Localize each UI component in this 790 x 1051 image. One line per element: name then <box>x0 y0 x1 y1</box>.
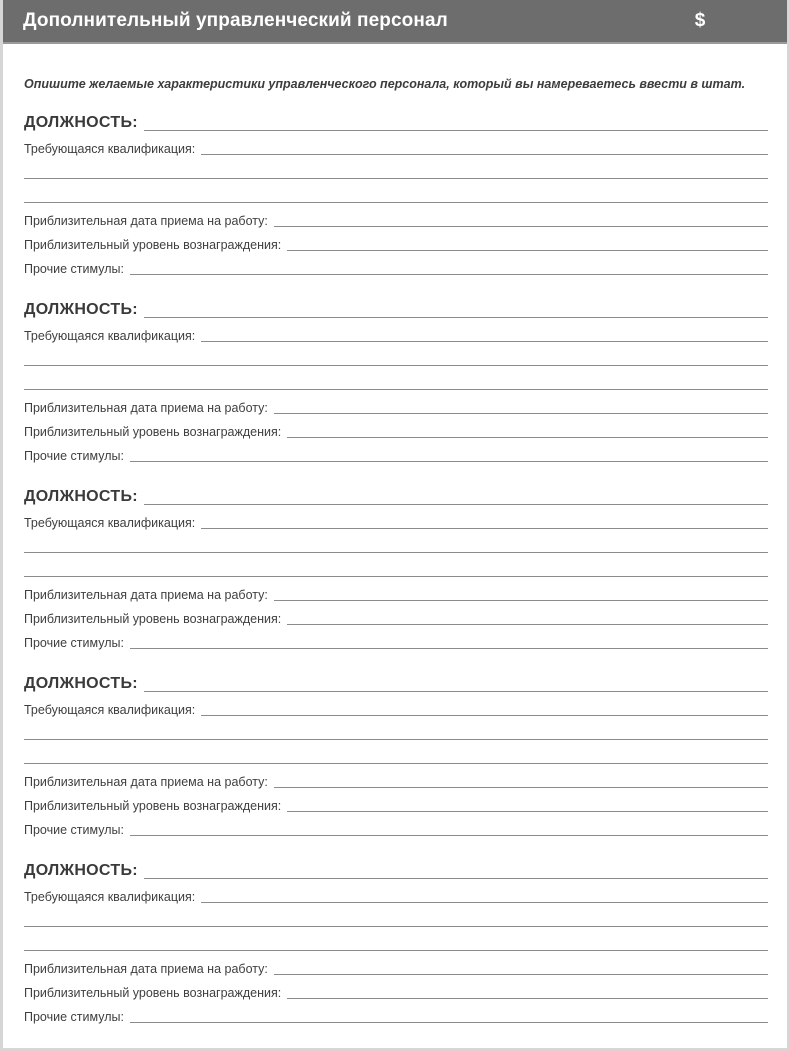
qualification-extra-line <box>24 181 768 205</box>
qualification-field[interactable] <box>201 527 768 529</box>
qualification-label: Требующаяся квалификация: <box>24 329 196 343</box>
position-block <box>24 674 768 861</box>
qualification-field-line-2[interactable] <box>24 738 768 740</box>
qualification-row <box>24 320 768 344</box>
hire-date-label: Приблизительная дата приема на работу: <box>24 775 268 789</box>
hire-date-row <box>24 392 768 416</box>
reward-level-field[interactable] <box>287 810 768 812</box>
qualification-extra-line <box>24 742 768 766</box>
other-incentives-field[interactable] <box>130 1021 768 1023</box>
other-incentives-field[interactable] <box>130 647 768 649</box>
position-row <box>24 674 768 694</box>
qualification-extra-line <box>24 368 768 392</box>
hire-date-field[interactable] <box>274 225 768 227</box>
position-row <box>24 300 768 320</box>
qualification-label: Требующаяся квалификация: <box>24 516 196 530</box>
other-incentives-row <box>24 253 768 277</box>
hire-date-label: Приблизительная дата приема на работу: <box>24 962 268 976</box>
qualification-field[interactable] <box>201 901 768 903</box>
position-field[interactable] <box>144 503 768 505</box>
qualification-field-line-2[interactable] <box>24 925 768 927</box>
qualification-field-line-3[interactable] <box>24 201 768 203</box>
other-incentives-label: Прочие стимулы: <box>24 262 124 276</box>
position-block <box>24 487 768 674</box>
reward-level-row <box>24 416 768 440</box>
position-row <box>24 861 768 881</box>
qualification-label: Требующаяся квалификация: <box>24 703 196 717</box>
other-incentives-field[interactable] <box>130 834 768 836</box>
qualification-field-line-3[interactable] <box>24 575 768 577</box>
qualification-field-line-2[interactable] <box>24 364 768 366</box>
page-title: Дополнительный управленческий персонал <box>23 10 448 31</box>
qualification-extra-line <box>24 905 768 929</box>
qualification-row <box>24 694 768 718</box>
reward-level-field[interactable] <box>287 249 768 251</box>
qualification-row <box>24 133 768 157</box>
other-incentives-label: Прочие стимулы: <box>24 449 124 463</box>
reward-level-field[interactable] <box>287 436 768 438</box>
other-incentives-field[interactable] <box>130 273 768 275</box>
other-incentives-label: Прочие стимулы: <box>24 1010 124 1024</box>
reward-level-label: Приблизительный уровень вознаграждения: <box>24 238 282 252</box>
reward-level-field[interactable] <box>287 623 768 625</box>
qualification-field-line-2[interactable] <box>24 177 768 179</box>
position-blocks <box>24 113 768 1048</box>
other-incentives-row <box>24 440 768 464</box>
hire-date-field[interactable] <box>274 973 768 975</box>
reward-level-label: Приблизительный уровень вознаграждения: <box>24 799 282 813</box>
qualification-extra-line <box>24 344 768 368</box>
qualification-field-line-3[interactable] <box>24 762 768 764</box>
qualification-label: Требующаяся квалификация: <box>24 890 196 904</box>
position-field[interactable] <box>144 316 768 318</box>
other-incentives-row <box>24 814 768 838</box>
hire-date-field[interactable] <box>274 599 768 601</box>
qualification-field[interactable] <box>201 340 768 342</box>
reward-level-label: Приблизительный уровень вознаграждения: <box>24 986 282 1000</box>
other-incentives-field[interactable] <box>130 460 768 462</box>
hire-date-label: Приблизительная дата приема на работу: <box>24 214 268 228</box>
other-incentives-label: Прочие стимулы: <box>24 823 124 837</box>
qualification-extra-line <box>24 718 768 742</box>
position-row <box>24 487 768 507</box>
position-field[interactable] <box>144 877 768 879</box>
hire-date-label: Приблизительная дата приема на работу: <box>24 401 268 415</box>
hire-date-row <box>24 579 768 603</box>
hire-date-row <box>24 953 768 977</box>
reward-level-field[interactable] <box>287 997 768 999</box>
header-bar <box>3 0 787 44</box>
position-block <box>24 861 768 1048</box>
qualification-field-line-3[interactable] <box>24 949 768 951</box>
instructions-text: Опишите желаемые характеристики управленческого персонала, который вы намереваетесь ввести в штат. <box>24 77 746 91</box>
qualification-extra-line <box>24 531 768 555</box>
reward-level-row <box>24 603 768 627</box>
qualification-label: Требующаяся квалификация: <box>24 142 196 156</box>
reward-level-row <box>24 790 768 814</box>
position-block <box>24 300 768 487</box>
qualification-field-line-2[interactable] <box>24 551 768 553</box>
qualification-extra-line <box>24 555 768 579</box>
hire-date-row <box>24 205 768 229</box>
hire-date-field[interactable] <box>274 786 768 788</box>
qualification-row <box>24 507 768 531</box>
position-label: ДОЛЖНОСТЬ: <box>24 862 138 879</box>
qualification-extra-line <box>24 157 768 181</box>
position-block <box>24 113 768 300</box>
position-label: ДОЛЖНОСТЬ: <box>24 675 138 692</box>
hire-date-field[interactable] <box>274 412 768 414</box>
position-field[interactable] <box>144 129 768 131</box>
hire-date-label: Приблизительная дата приема на работу: <box>24 588 268 602</box>
qualification-field-line-3[interactable] <box>24 388 768 390</box>
other-incentives-label: Прочие стимулы: <box>24 636 124 650</box>
position-label: ДОЛЖНОСТЬ: <box>24 301 138 318</box>
dollar-sign: $ <box>694 10 706 31</box>
position-label: ДОЛЖНОСТЬ: <box>24 488 138 505</box>
qualification-field[interactable] <box>201 714 768 716</box>
qualification-extra-line <box>24 929 768 953</box>
reward-level-label: Приблизительный уровень вознаграждения: <box>24 425 282 439</box>
reward-level-row <box>24 977 768 1001</box>
reward-level-row <box>24 229 768 253</box>
other-incentives-row <box>24 1001 768 1025</box>
other-incentives-row <box>24 627 768 651</box>
position-field[interactable] <box>144 690 768 692</box>
reward-level-label: Приблизительный уровень вознаграждения: <box>24 612 282 626</box>
position-label: ДОЛЖНОСТЬ: <box>24 114 138 131</box>
hire-date-row <box>24 766 768 790</box>
qualification-field[interactable] <box>201 153 768 155</box>
position-row <box>24 113 768 133</box>
qualification-row <box>24 881 768 905</box>
